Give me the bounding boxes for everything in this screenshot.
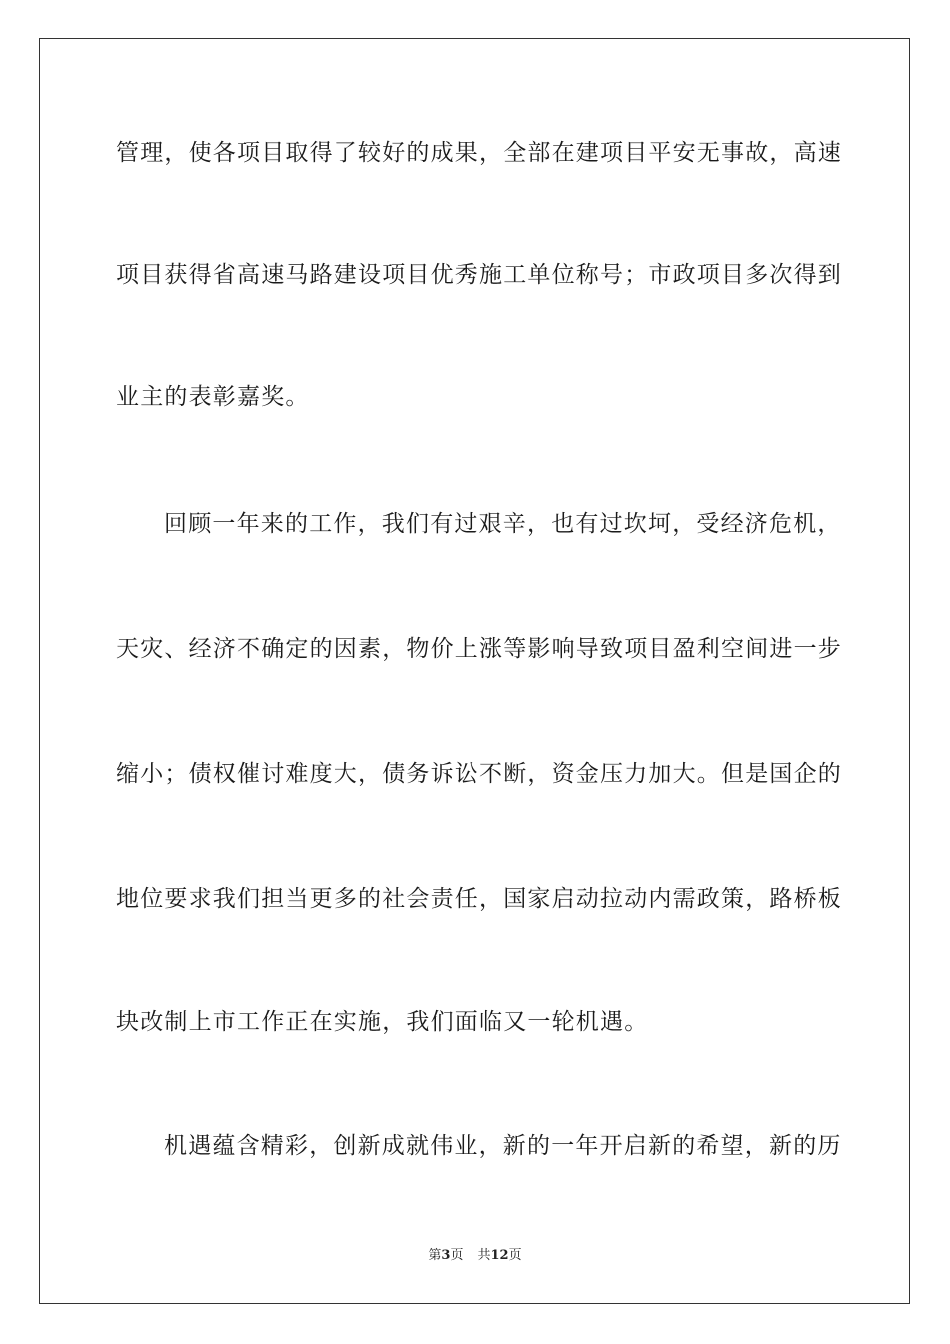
page-footer xyxy=(0,1247,950,1265)
total-prefix: 共 xyxy=(477,1248,491,1263)
text-line: 地位要求我们担当更多的社会责任，国家启动拉动内需政策，路桥板 xyxy=(116,886,842,912)
page-prefix: 第 xyxy=(428,1248,442,1263)
text-line: 天灾、经济不确定的因素，物价上涨等影响导致项目盈利空间进一步 xyxy=(116,636,842,662)
text-line: 管理，使各项目取得了较好的成果，全部在建项目平安无事故，高速 xyxy=(116,140,842,166)
page-border xyxy=(39,38,910,1304)
text-line: 业主的表彰嘉奖。 xyxy=(116,384,310,410)
text-line: 项目获得省高速马路建设项目优秀施工单位称号；市政项目多次得到 xyxy=(116,262,842,288)
text-line: 块改制上市工作正在实施，我们面临又一轮机遇。 xyxy=(116,1009,649,1035)
total-pages: 12 xyxy=(490,1248,509,1263)
page-number: 3 xyxy=(441,1248,451,1263)
paragraph-first-line: 机遇蕴含精彩，创新成就伟业，新的一年开启新的希望，新的历 xyxy=(164,1133,842,1159)
text-line: 缩小；债权催讨难度大，债务诉讼不断，资金压力加大。但是国企的 xyxy=(116,761,842,787)
total-suffix: 页 xyxy=(508,1248,522,1263)
paragraph-first-line: 回顾一年来的工作，我们有过艰辛，也有过坎坷，受经济危机， xyxy=(164,511,842,537)
page-suffix: 页 xyxy=(450,1248,464,1263)
